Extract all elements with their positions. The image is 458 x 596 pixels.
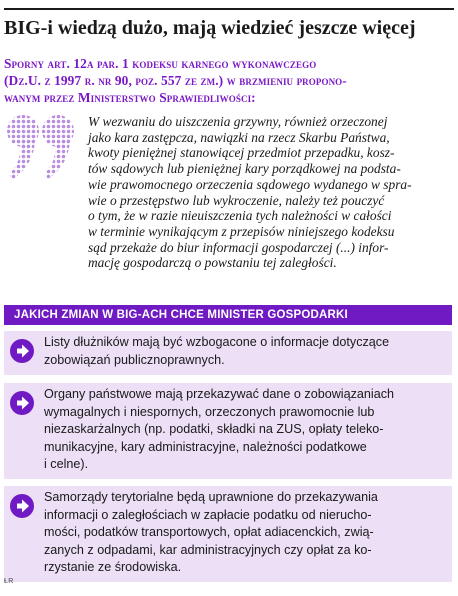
section-title: JAKICH ZMIAN W BIG-ACH CHCE MINISTER GOSPODARKI <box>4 305 452 325</box>
quote-line: mację gospodarczą o powstaniu tej zaległości. <box>88 255 337 271</box>
list-item-line: Samorządy terytorialne będą uprawnione do przekazywania <box>44 490 378 504</box>
quote-line: W wezwaniu do uiszczenia grzywny, również orzeczonej <box>88 114 388 129</box>
source-line: (Dz.U. z 1997 r. nr 90, poz. 557 ze zm.) w brzmieniu propono- <box>4 73 347 88</box>
arrow-right-circle-icon <box>9 338 35 364</box>
top-rule <box>4 8 454 10</box>
list-item-text <box>44 334 389 369</box>
quote-line: tów sądowych lub pieniężnej kary porządkowej na podsta- <box>88 161 401 177</box>
quote-line: wie o przestępstwo lub wykroczenie, należy też pouczyć <box>88 192 385 208</box>
quote-mark-icon <box>6 114 78 184</box>
list-item <box>4 486 452 582</box>
list-item-line: zanych z odpadami, kar administracyjnych czy opłat za ko- <box>44 542 372 557</box>
list-item-text <box>44 489 378 577</box>
quote-text <box>88 114 438 271</box>
quote-line: wie prawomocnego orzeczenia sądowego wydanego w spra- <box>88 176 412 192</box>
list-item-line: munikacyjne, kary administracyjne, należności podatkowe <box>44 439 367 454</box>
list-item-line: i celne). <box>44 457 89 472</box>
list-item-line: rzystanie ze środowiska. <box>44 560 182 575</box>
list-item-line: niezaskarżalnych (np. podatki, składki na ZUS, opłaty teleko- <box>44 422 384 437</box>
source-citation <box>4 55 444 106</box>
source-line: Sporny art. 12a par. 1 kodeksu karnego wykonawczego <box>4 56 317 71</box>
quote-line: o tym, że w razie nieuiszczenia tych należności w całości <box>88 208 392 224</box>
quote-line: kwoty pieniężnej stanowiącej przedmiot przepadku, kosz- <box>88 145 395 161</box>
quote-line: w terminie wynikającym z przepisów niniejszego kodeksu <box>88 223 395 239</box>
quote-line: sąd przekaże do biur informacji gospodarczej (...) infor- <box>88 239 389 255</box>
list-item <box>4 331 452 375</box>
list-item-line: mości, podatków transportowych, opłat adiacenckich, zwią- <box>44 525 374 540</box>
quote-line: jako kara zastępcza, nawiązki na rzecz Skarbu Państwa, <box>88 129 390 145</box>
arrow-right-circle-icon <box>9 390 35 416</box>
list-item-line: informacji o zaległościach w zapłacie podatku od nierucho- <box>44 507 372 522</box>
list-item-line: Listy dłużników mają być wzbogacone o informacje dotyczące <box>44 335 390 349</box>
list-item-text <box>44 386 394 474</box>
list-item-line: zobowiązań publicznoprawnych. <box>44 352 225 367</box>
list-item <box>4 383 452 479</box>
list-item-line: Organy państwowe mają przekazywać dane o zobowiązaniach <box>44 387 395 401</box>
headline: BIG-i wiedzą dużo, mają wiedzieć jeszcze więcej <box>4 17 416 39</box>
arrow-right-circle-icon <box>9 493 35 519</box>
list-item-line: wymagalnych i niespornych, orzeczonych prawomocnie lub <box>44 404 375 419</box>
source-line: wanym przez Ministerstwo Sprawiedliwości: <box>4 90 256 105</box>
credit: ŁR <box>4 578 14 585</box>
